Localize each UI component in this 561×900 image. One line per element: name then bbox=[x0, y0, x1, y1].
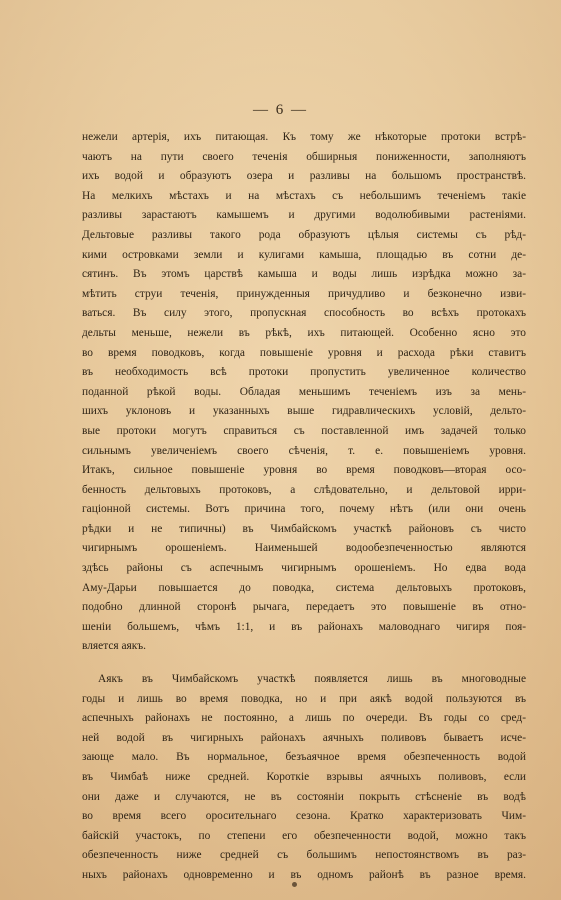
text-line: аспечныхъ районахъ не постоянно, а лишь по очереди. Въ годы со сред- bbox=[82, 712, 526, 725]
footer-dot bbox=[292, 882, 297, 887]
text-line: ваться. Въ силу этого, пропускная способность во всѣхъ протокахъ bbox=[82, 307, 526, 320]
paragraph-2 bbox=[82, 670, 526, 886]
text-line: байскій участокъ, по степени его обезпеченности водой, можно такъ bbox=[82, 829, 526, 842]
text-line: ней водой въ чигирныхъ районахъ аячныхъ поливовъ бываетъ исче- bbox=[82, 731, 526, 744]
text-line: кими островками земли и кулигами камыша, площадью въ сотни де- bbox=[82, 248, 526, 261]
text-line: вляется аякъ. bbox=[82, 640, 147, 653]
paragraph-1 bbox=[82, 128, 526, 657]
text-line: здѣсь районы съ аспечнымъ чигирнымъ орошеніемъ. Но едва вода bbox=[82, 562, 526, 575]
page-number: — 6 — bbox=[253, 102, 308, 118]
text-line: чаютъ на пути своего теченія обширныя пониженности, заполняютъ bbox=[82, 150, 526, 163]
text-line: въ Чимбаѣ ниже средней. Короткіе взрывы аячныхъ поливовъ, если bbox=[82, 771, 526, 783]
text-line: шеніи большемъ, чѣмъ 1:1, и въ районахъ маловоднаго чигиря поя- bbox=[82, 620, 526, 633]
text-line: ныхъ районахъ одновременно и въ одномъ районѣ въ разное время. bbox=[82, 868, 526, 881]
text-line: дельты меньше, нежели въ рѣкѣ, ихъ питающей. Особенно ясно это bbox=[82, 326, 526, 339]
text-line: годы и лишь во время поводка, но и при аякѣ водой пользуются въ bbox=[82, 692, 526, 705]
text-line: Аякъ въ Чимбайскомъ участкѣ появляется лишь въ многоводные bbox=[98, 673, 526, 686]
paragraph-gap bbox=[82, 657, 526, 670]
text-line: во время поводковъ, когда повышеніе уровня и расхода рѣки ставитъ bbox=[82, 346, 526, 359]
text-line: подобно длинной сторонѣ рычага, передаетъ это повышеніе въ отно- bbox=[82, 601, 526, 614]
text-line: рѣдки и не типичны) въ Чимбайскомъ участкѣ районовъ съ чисто bbox=[82, 522, 526, 535]
text-line: вые протоки могутъ справиться съ поставленной имъ задачей только bbox=[82, 424, 526, 437]
text-line: бенность дельтовыхъ протоковъ, а слѣдовательно, и дельтовой ирри- bbox=[82, 483, 526, 496]
text-line: сятинъ. Въ этомъ царствѣ камыша и воды лишь изрѣдка можно за- bbox=[82, 268, 526, 281]
text-line: Итакъ, сильное повышеніе уровня во время поводковъ—вторая осо- bbox=[82, 464, 526, 477]
text-line: разливы зарастаютъ камышемъ и другими водолюбивыми растеніями. bbox=[82, 209, 526, 222]
text-line: обезпеченность ниже средней съ большимъ непостоянствомъ въ раз- bbox=[82, 849, 526, 862]
text-line: Аму-Дарьи повышается до поводка, система дельтовыхъ протоковъ, bbox=[82, 581, 526, 594]
text-line: сильнымъ увеличеніемъ своего сѣченія, т. е. повышеніемъ уровня. bbox=[82, 444, 526, 457]
text-line: На мелкихъ мѣстахъ и на мѣстахъ съ небольшимъ теченіемъ такіе bbox=[82, 189, 526, 202]
text-line: ихъ водой и образуютъ озера и разливы на большомъ пространствѣ. bbox=[82, 170, 526, 183]
text-line: поданной рѣкой воды. Обладая меньшимъ теченіемъ изъ за мень- bbox=[82, 385, 526, 398]
text-line: шихъ уклоновъ и указанныхъ выше гидравлическихъ условій, дельто- bbox=[82, 405, 526, 418]
text-line: они даже и случаются, не въ состояніи покрыть стѣсненіе въ водѣ bbox=[82, 790, 526, 803]
text-line: мѣтить струи теченія, принужденныя причудливо и безконечно изви- bbox=[82, 287, 526, 300]
text-line: зающе мало. Въ нормальное, безъаячное время обезпеченность водой bbox=[82, 751, 526, 764]
text-line: нежели артерія, ихъ питающая. Къ тому же нѣкоторые протоки встрѣ- bbox=[82, 131, 526, 143]
body-text bbox=[82, 128, 526, 886]
text-line: Дельтовые разливы такого рода образуютъ цѣлыя системы съ рѣд- bbox=[82, 228, 526, 241]
text-line: во время всего оросительнаго сезона. Кратко характеризовать Чим- bbox=[82, 810, 526, 823]
text-line: въ необходимость всѣ протоки пропустить увеличенное количество bbox=[82, 366, 526, 379]
text-line: гаціонной системы. Вотъ причина того, почему нѣтъ (или они очень bbox=[82, 503, 526, 516]
text-line: чигирнымъ орошеніемъ. Наименьшей водообезпеченностью являются bbox=[82, 542, 526, 555]
